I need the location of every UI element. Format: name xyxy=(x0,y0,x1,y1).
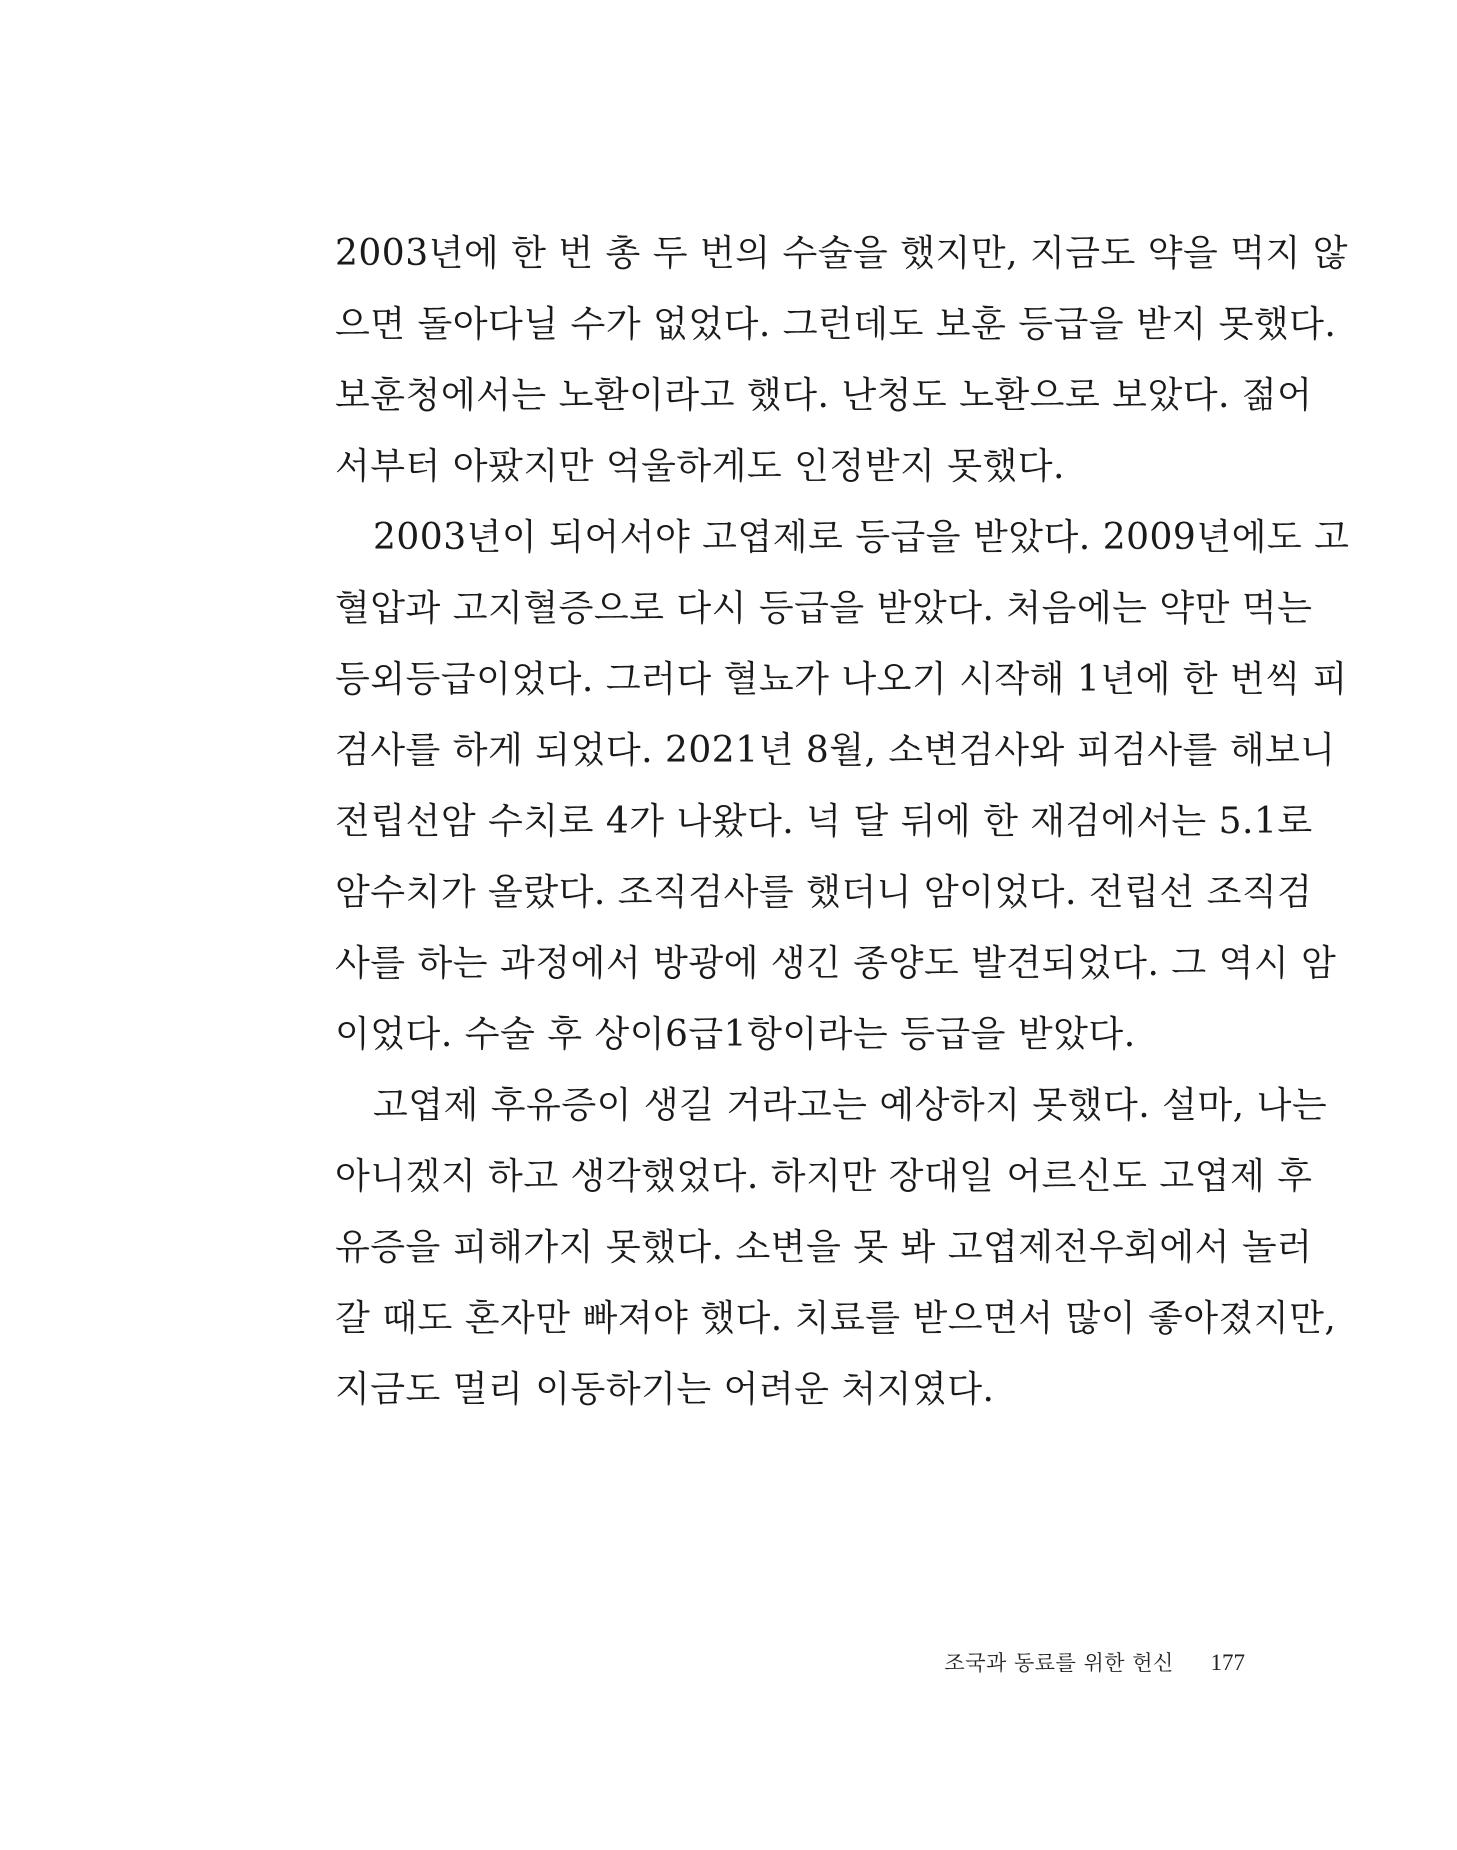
text-line: 암수치가 올랐다. 조직검사를 했더니 암이었다. 전립선 조직검 xyxy=(335,872,1313,913)
paragraph-start-line: 2003년이 되어서야 고엽제로 등급을 받았다. 2009년에도 고 xyxy=(373,517,1350,558)
text-line: 혈압과 고지혈증으로 다시 등급을 받았다. 처음에는 약만 먹는 xyxy=(335,588,1313,629)
text-line: 등외등급이었다. 그러다 혈뇨가 나오기 시작해 1년에 한 번씩 피 xyxy=(335,659,1348,700)
text-line: 지금도 멀리 이동하기는 어려운 처지였다. xyxy=(335,1369,995,1410)
page-footer xyxy=(944,1648,1245,1678)
text-line: 으면 돌아다닐 수가 없었다. 그런데도 보훈 등급을 받지 못했다. xyxy=(335,304,1337,345)
text-line: 2003년에 한 번 총 두 번의 수술을 했지만, 지금도 약을 먹지 않 xyxy=(335,233,1349,274)
paragraph-start-line: 고엽제 후유증이 생길 거라고는 예상하지 못했다. 설마, 나는 xyxy=(373,1085,1328,1126)
text-line: 사를 하는 과정에서 방광에 생긴 종양도 발견되었다. 그 역시 암 xyxy=(335,943,1337,984)
text-line: 유증을 피해가지 못했다. 소변을 못 봐 고엽제전우회에서 놀러 xyxy=(335,1227,1313,1268)
text-line: 이었다. 수술 후 상이6급1항이라는 등급을 받았다. xyxy=(335,1014,1136,1055)
text-line: 갈 때도 혼자만 빠져야 했다. 치료를 받으면서 많이 좋아졌지만, xyxy=(335,1298,1337,1339)
text-line: 검사를 하게 되었다. 2021년 8월, 소변검사와 피검사를 해보니 xyxy=(335,730,1336,771)
text-line: 전립선암 수치로 4가 나왔다. 넉 달 뒤에 한 재검에서는 5.1로 xyxy=(335,801,1313,842)
page-number: 177 xyxy=(1210,1650,1245,1675)
text-line: 서부터 아팠지만 억울하게도 인정받지 못했다. xyxy=(335,446,1065,487)
text-line: 아니겠지 하고 생각했었다. 하지만 장대일 어르신도 고엽제 후 xyxy=(335,1156,1313,1197)
body-text xyxy=(335,218,1350,1425)
running-title: 조국과 동료를 위한 헌신 xyxy=(944,1651,1174,1675)
text-line: 보훈청에서는 노환이라고 했다. 난청도 노환으로 보았다. 젊어 xyxy=(335,375,1313,416)
